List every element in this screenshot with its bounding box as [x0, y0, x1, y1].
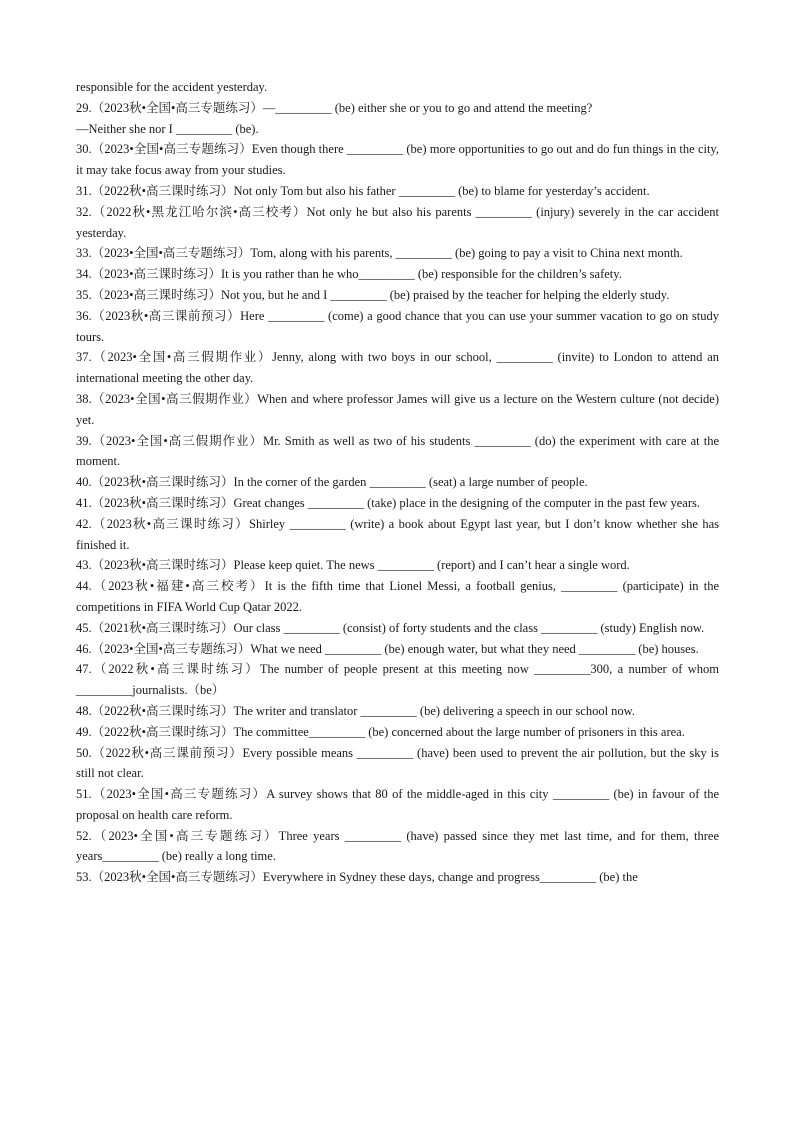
exercise-33: 33.（2023•全国•高三专题练习）Tom, along with his parents, _________ (be) going to pay a visit to China next month. — [76, 246, 683, 261]
exercise-47: 47.（2022秋•高三课时练习）The number of people present at this meeting now _________300, a number of whom _________journalists.（be） — [76, 662, 719, 698]
exercise-34: 34.（2023•高三课时练习）It is you rather than he who_________ (be) responsible for the children’s safety. — [76, 267, 622, 282]
exercise-42: 42.（2023秋•高三课时练习）Shirley _________ (write) a book about Egypt last year, but I don’t know whether she has finished it. — [76, 516, 719, 552]
exercise-29-response: —Neither she nor I _________ (be). — [76, 121, 259, 136]
exercise-49: 49.（2022秋•高三课时练习）The committee_________ (be) concerned about the large number of prisoners in this area. — [76, 724, 685, 739]
exercise-page — [76, 77, 719, 888]
exercise-52: 52.（2023•全国•高三专题练习）Three years _________ (have) passed since they met last time, and for them, three years_________ (be) really a long time. — [76, 828, 719, 864]
exercise-43: 43.（2023秋•高三课时练习）Please keep quiet. The news _________ (report) and I can’t hear a single word. — [76, 558, 630, 573]
exercise-46: 46.（2023•全国•高三专题练习）What we need _________ (be) enough water, but what they need _________ (be) houses. — [76, 641, 699, 656]
exercise-36: 36.（2023秋•高三课前预习）Here _________ (come) a good chance that you can use your summer vacation to go on study tours. — [76, 308, 719, 344]
exercise-35: 35.（2023•高三课时练习）Not you, but he and I _________ (be) praised by the teacher for helping the elderly study. — [76, 287, 670, 302]
exercise-38: 38.（2023•全国•高三假期作业）When and where professor James will give us a lecture on the Western culture (not decide) yet. — [76, 391, 719, 427]
exercise-40: 40.（2023秋•高三课时练习）In the corner of the garden _________ (seat) a large number of people. — [76, 475, 588, 490]
exercise-50: 50.（2022秋•高三课前预习）Every possible means _________ (have) been used to prevent the air pollution, but the sky is still not clear. — [76, 745, 719, 781]
exercise-29: 29.（2023秋•全国•高三专题练习）—_________ (be) either she or you to go and attend the meeting? — [76, 100, 593, 115]
exercise-39: 39.（2023•全国•高三假期作业）Mr. Smith as well as two of his students _________ (do) the experiment with care at the moment. — [76, 433, 719, 469]
exercise-32: 32.（2022秋•黑龙江哈尔滨•高三校考）Not only he but also his parents _________ (injury) severely in the car accident yesterday. — [76, 204, 719, 240]
exercise-45: 45.（2021秋•高三课时练习）Our class _________ (consist) of forty students and the class _________ (study) English now. — [76, 620, 705, 635]
exercise-48: 48.（2022秋•高三课时练习）The writer and translator _________ (be) delivering a speech in our school now. — [76, 703, 636, 718]
exercise-44: 44.（2023秋•福建•高三校考）It is the fifth time that Lionel Messi, a football genius, _________ (participate) in the competitions in FIFA World Cup Qatar 2022. — [76, 579, 719, 614]
exercise-line-continuation: responsible for the accident yesterday. — [76, 80, 268, 94]
exercise-37: 37.（2023•全国•高三假期作业）Jenny, along with two boys in our school, _________ (invite) to London to attend an international meeting the other day. — [76, 350, 719, 386]
exercise-41: 41.（2023秋•高三课时练习）Great changes _________ (take) place in the designing of the computer in the past few years. — [76, 495, 701, 510]
exercise-31: 31.（2022秋•高三课时练习）Not only Tom but also his father _________ (be) to blame for yesterday’s accident. — [76, 183, 650, 198]
exercise-30: 30.（2023•全国•高三专题练习）Even though there _________ (be) more opportunities to go out and do fun things in the city, it may take focus away from your studies. — [76, 142, 719, 178]
exercise-53: 53.（2023秋•全国•高三专题练习）Everywhere in Sydney these days, change and progress_________ (be) the — [76, 870, 638, 885]
exercise-51: 51.（2023•全国•高三专题练习）A survey shows that 80 of the middle-aged in this city _________ (be) in favour of the proposal on health care reform. — [76, 787, 719, 822]
